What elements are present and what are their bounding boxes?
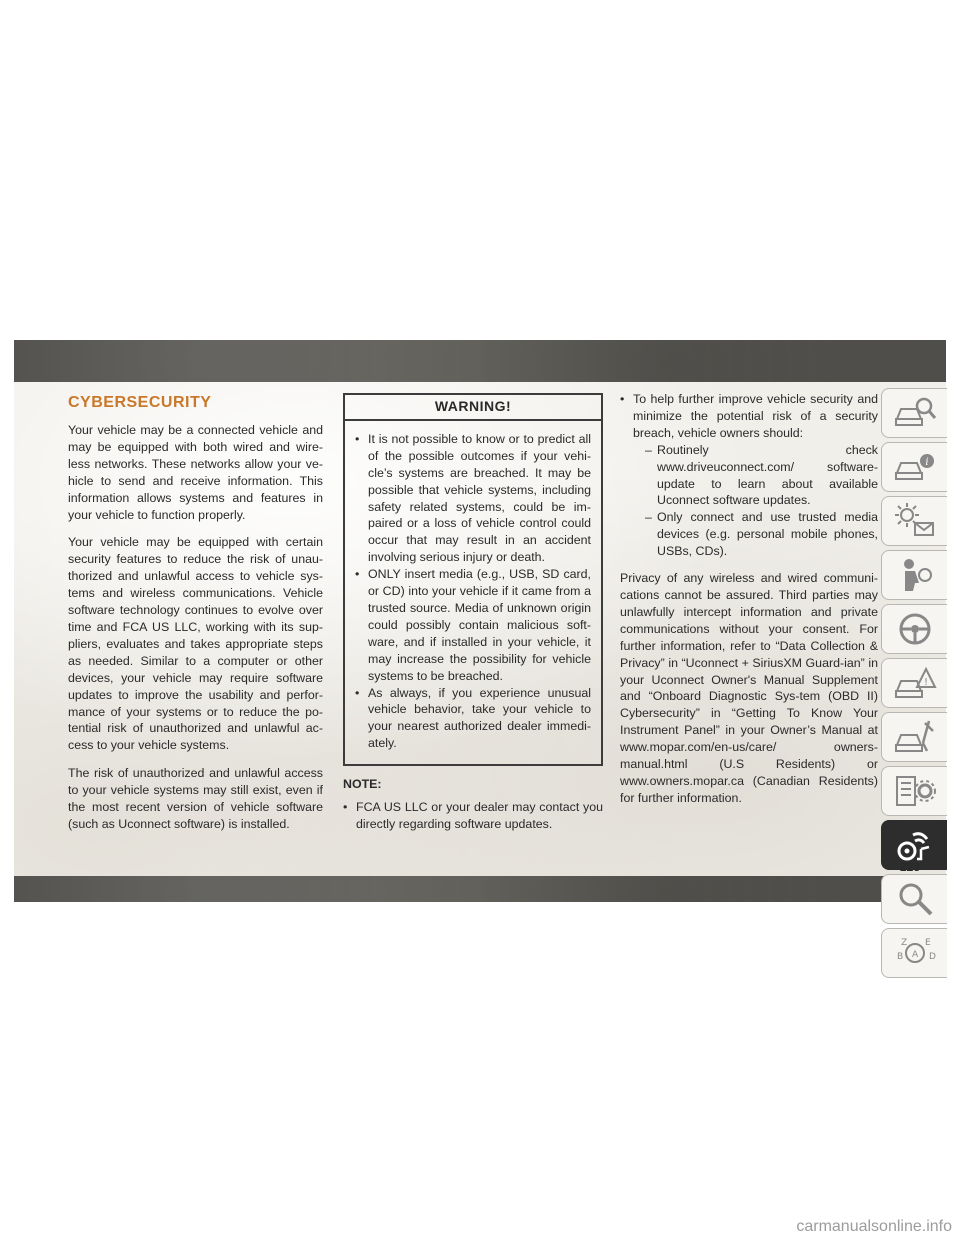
- note-list: [343, 799, 603, 833]
- car-magnifier-icon: [893, 393, 937, 433]
- multimedia-icon: [893, 825, 937, 865]
- svg-text:A: A: [911, 950, 918, 960]
- security-sub-item: – Routinely check www.driveuconnect.com/ software-update to learn about available Uconnect software updates.: [645, 442, 878, 510]
- svg-text:E: E: [924, 938, 931, 948]
- watermark: carmanualsonline.info: [796, 1218, 952, 1235]
- paragraph: The risk of unauthorized and unlawful access to your vehicle systems may still exist, even if the most recent version of vehicle software (such as Uconnect software) is installed.: [68, 766, 323, 831]
- chapter-tabs: [881, 388, 947, 982]
- page-number: 223: [900, 860, 921, 874]
- footer-band: [14, 876, 946, 902]
- security-sub-list: [633, 442, 878, 560]
- warning-item: • It is not possible to know or to predict all of the possible outcomes if your vehi-cle’s systems are breached. It may be possible that vehicle systems, including safety related systems, could be im-paired or a loss of vehicle control could occur that may result in an accident involving serious injury or death.: [355, 431, 591, 566]
- header-band: [14, 340, 946, 382]
- tab-car-info[interactable]: [881, 442, 947, 492]
- svg-text:!: !: [923, 677, 928, 688]
- section-title: CYBERSECURITY: [68, 394, 212, 411]
- warning-list: [355, 431, 591, 752]
- column-2: [343, 393, 603, 833]
- column-1: [68, 393, 323, 844]
- note-item: • FCA US LLC or your dealer may contact you directly regarding software updates.: [343, 799, 603, 833]
- note-label: NOTE:: [343, 777, 382, 792]
- warning-item: • As always, if you experience unusual vehicle behavior, take your vehicle to your nearest authorized dealer immedi-ately.: [355, 685, 591, 753]
- paragraph: Your vehicle may be equipped with certain security features to reduce the risk of unau-thorized and unlawful access to vehicle sys-tems and wireless communications. Vehicle software technology continues to evolve over time and FCA US LLC, working with its sup-pliers, evaluates and takes appropriate steps as needed. Similar to a computer or other devices, your vehicle may require software updates to improve the usability and perfor-mance of your systems or to reduce the po-tential risk of unauthorized and unlawful ac-cess to your vehicle systems.: [68, 535, 323, 753]
- tab-specs-gear[interactable]: [881, 766, 947, 816]
- column-3: [620, 391, 878, 818]
- hazard-car-icon: [893, 663, 937, 703]
- tab-index-magnifier[interactable]: [881, 874, 947, 924]
- tab-warning-lights[interactable]: [881, 496, 947, 546]
- alphabet-index-icon: [893, 933, 937, 973]
- tab-car-magnifier[interactable]: [881, 388, 947, 438]
- tab-alphabet-index[interactable]: [881, 928, 947, 978]
- specs-gear-icon: [893, 771, 937, 811]
- car-info-icon: [893, 447, 937, 487]
- security-bullet-text: To help further improve vehicle security and minimize the potential risk of a security breach, vehicle owners should:: [633, 392, 878, 440]
- warning-lights-icon: [893, 501, 937, 541]
- tab-steering-wheel[interactable]: [881, 604, 947, 654]
- steering-wheel-icon: [893, 609, 937, 649]
- tab-airbag-person[interactable]: [881, 550, 947, 600]
- warning-item: • ONLY insert media (e.g., USB, SD card, or CD) into your vehicle if it came from a trusted source. Media of unknown origin could possibly contain malicious soft-ware, and if installed in your vehicle, it may increase the possibility for vehicle systems to be breached.: [355, 566, 591, 684]
- tab-hazard-car[interactable]: [881, 658, 947, 708]
- svg-text:D: D: [928, 952, 936, 962]
- svg-text:B: B: [896, 952, 903, 962]
- warning-box: [343, 393, 603, 766]
- svg-text:i: i: [924, 457, 929, 468]
- security-bullet-list: [620, 391, 878, 560]
- car-tools-icon: [893, 717, 937, 757]
- security-bullet: [620, 391, 878, 560]
- svg-text:Z: Z: [900, 938, 907, 948]
- warning-heading: WARNING!: [345, 395, 601, 421]
- index-magnifier-icon: [893, 879, 937, 919]
- tab-car-tools[interactable]: [881, 712, 947, 762]
- paragraph: Your vehicle may be a connected vehicle and may be equipped with both wired and wire-less networks. These networks allow your ve-hicle to send and receive information. This information allows systems and features in your vehicle to function properly.: [68, 423, 323, 522]
- airbag-person-icon: [893, 555, 937, 595]
- privacy-paragraph: Privacy of any wireless and wired communi-cations cannot be assured. Third parties may unlawfully intercept information and private communications without your consent. For further information, refer to “Data Collection & Privacy” in “Uconnect + SiriusXM Guard-ian” in your Uconnect Owner's Manual Supplement and “Onboard Diagnostic Sys-tem (OBD II) Cybersecurity” in “Getting To Know Your Instrument Panel” in your Owner’s Manual at www.mopar.com/en-us/care/ owners-manual.html (U.S Residents) or www.owners.mopar.ca (Canadian Residents) for further information.: [620, 571, 878, 805]
- security-sub-item: – Only connect and use trusted media devices (e.g. personal mobile phones, USBs, CDs).: [645, 509, 878, 560]
